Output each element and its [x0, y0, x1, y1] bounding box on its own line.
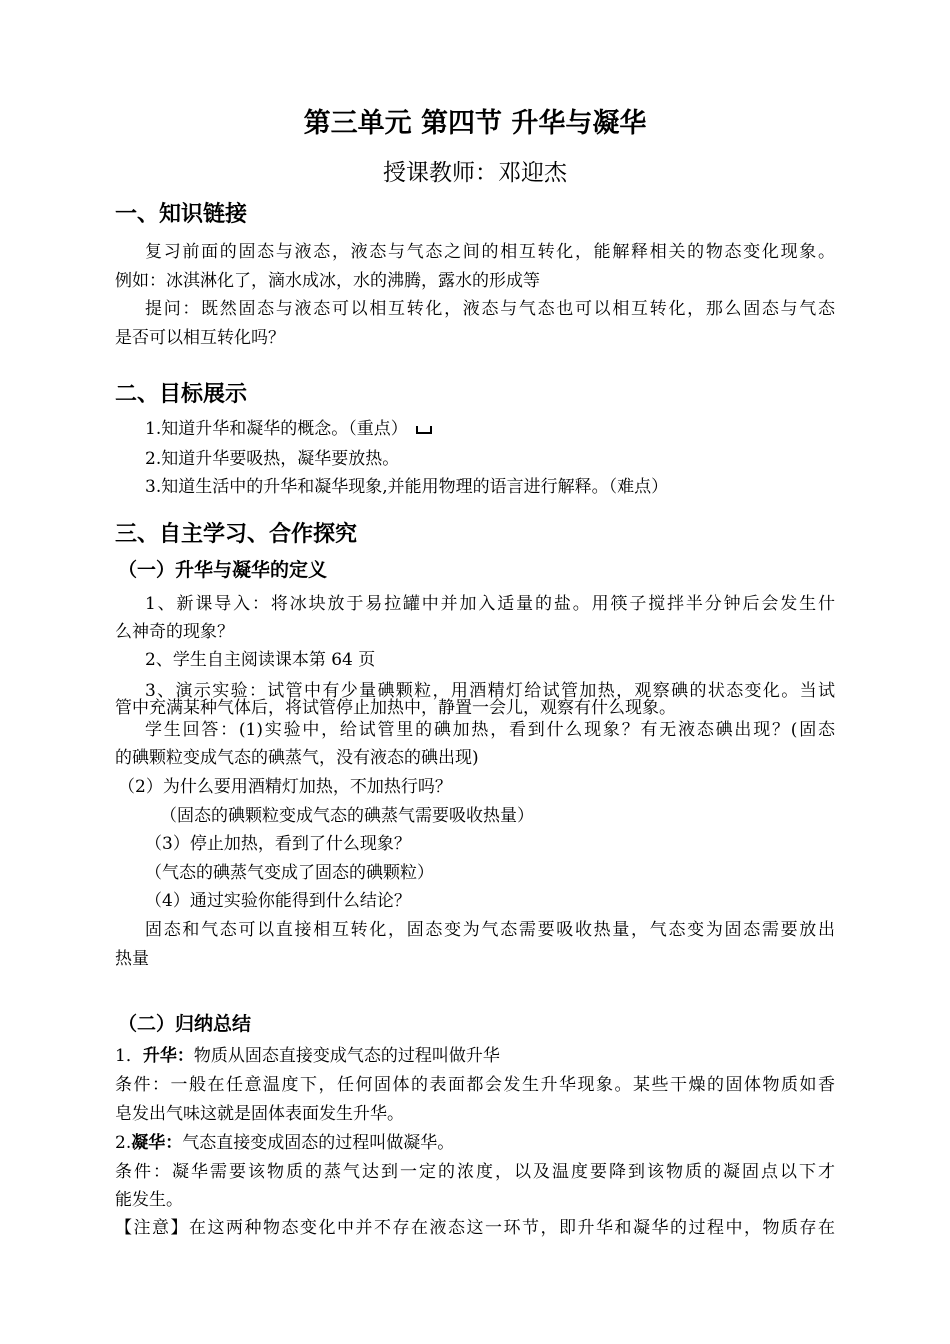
definition-text: 气态直接变成固态的过程叫做凝华。	[182, 1133, 455, 1153]
document-title: 第三单元 第四节 升华与凝华	[303, 108, 647, 139]
paragraph-line: 条件：凝华需要该物质的蒸气达到一定的浓度，以及温度要降到该物质的凝固点以下才	[115, 1162, 835, 1182]
paragraph-line: 的碘颗粒变成气态的碘蒸气，没有液态的碘出现)	[115, 748, 479, 768]
paragraph-line: 是否可以相互转化吗？	[115, 328, 285, 348]
section-heading-study: 三、自主学习、合作探究	[115, 521, 358, 547]
paragraph-line: 提问：既然固态与液态可以相互转化，液态与气态也可以相互转化，那么固态与气态	[145, 299, 835, 319]
question-line: （4）通过实验你能得到什么结论？	[145, 891, 411, 911]
definition-deposition	[115, 1132, 454, 1154]
goal-item-text: 1.知道升华和凝华的概念。（重点）	[145, 419, 408, 439]
paragraph-line: 热量	[115, 949, 149, 969]
paragraph-line: 2、学生自主阅读课本第 64 页	[145, 650, 376, 670]
section-heading-goals: 二、目标展示	[115, 381, 248, 407]
teacher-line: 授课教师：邓迎杰	[383, 160, 567, 186]
section-heading-knowledge: 一、知识链接	[115, 201, 248, 227]
goal-item: 2.知道升华要吸热，凝华要放热。	[145, 449, 400, 469]
definition-term: 凝华：	[131, 1133, 183, 1153]
paragraph-line: 复习前面的固态与液态，液态与气态之间的相互转化，能解释相关的物态变化现象。	[145, 242, 835, 262]
paragraph-line: 固态和气态可以直接相互转化，固态变为气态需要吸收热量，气态变为固态需要放出	[145, 920, 835, 940]
definition-text: 物质从固态直接变成气态的过程叫做升华	[193, 1046, 500, 1066]
definition-sublimation	[115, 1045, 500, 1067]
subsection-heading-summary: （二）归纳总结	[118, 1013, 252, 1035]
paragraph-line: 3、演示实验：试管中有少量碘颗粒，用酒精灯给试管加热，观察碘的状态变化。当试	[145, 681, 835, 701]
definition-number: 1．	[115, 1046, 143, 1066]
paragraph-line: 管中充满某种气体后，将试管停止加热中，静置一会儿，观察有什么现象。	[115, 698, 676, 718]
question-line: （2）为什么要用酒精灯加热，不加热行吗？	[118, 777, 452, 797]
definition-term: 升华：	[142, 1046, 194, 1066]
answer-line: （固态的碘颗粒变成气态的碘蒸气需要吸收热量）	[160, 806, 534, 826]
paragraph-line: 皂发出气味这就是固体表面发生升华。	[115, 1104, 404, 1124]
goal-item: 3.知道生活中的升华和凝华现象,并能用物理的语言进行解释。（难点）	[145, 477, 669, 497]
question-line: （3）停止加热，看到了什么现象？	[145, 834, 411, 854]
paragraph-line: 么神奇的现象？	[115, 622, 234, 642]
paragraph-line: 例如：冰淇淋化了，滴水成冰，水的沸腾，露水的形成等	[115, 271, 540, 291]
paragraph-line: 1、新课导入：将冰块放于易拉罐中并加入适量的盐。用筷子搅拌半分钟后会发生什	[145, 594, 835, 614]
paragraph-line: 条件：一般在任意温度下，任何固体的表面都会发生升华现象。某些干燥的固体物质如香	[115, 1075, 835, 1095]
definition-number: 2.	[115, 1133, 132, 1153]
paragraph-line: 学生回答：(1)实验中，给试管里的碘加热，看到什么现象？有无液态碘出现？(固态	[145, 720, 835, 740]
paragraph-line: 能发生。	[115, 1190, 183, 1210]
bracket-mark	[416, 426, 432, 434]
answer-line: （气态的碘蒸气变成了固态的碘颗粒）	[145, 863, 434, 883]
goal-item	[145, 418, 432, 440]
subsection-heading-definition: （一）升华与凝华的定义	[118, 559, 328, 581]
note-line: 【注意】在这两种物态变化中并不存在液态这一环节，即升华和凝华的过程中，物质存在	[115, 1218, 835, 1238]
